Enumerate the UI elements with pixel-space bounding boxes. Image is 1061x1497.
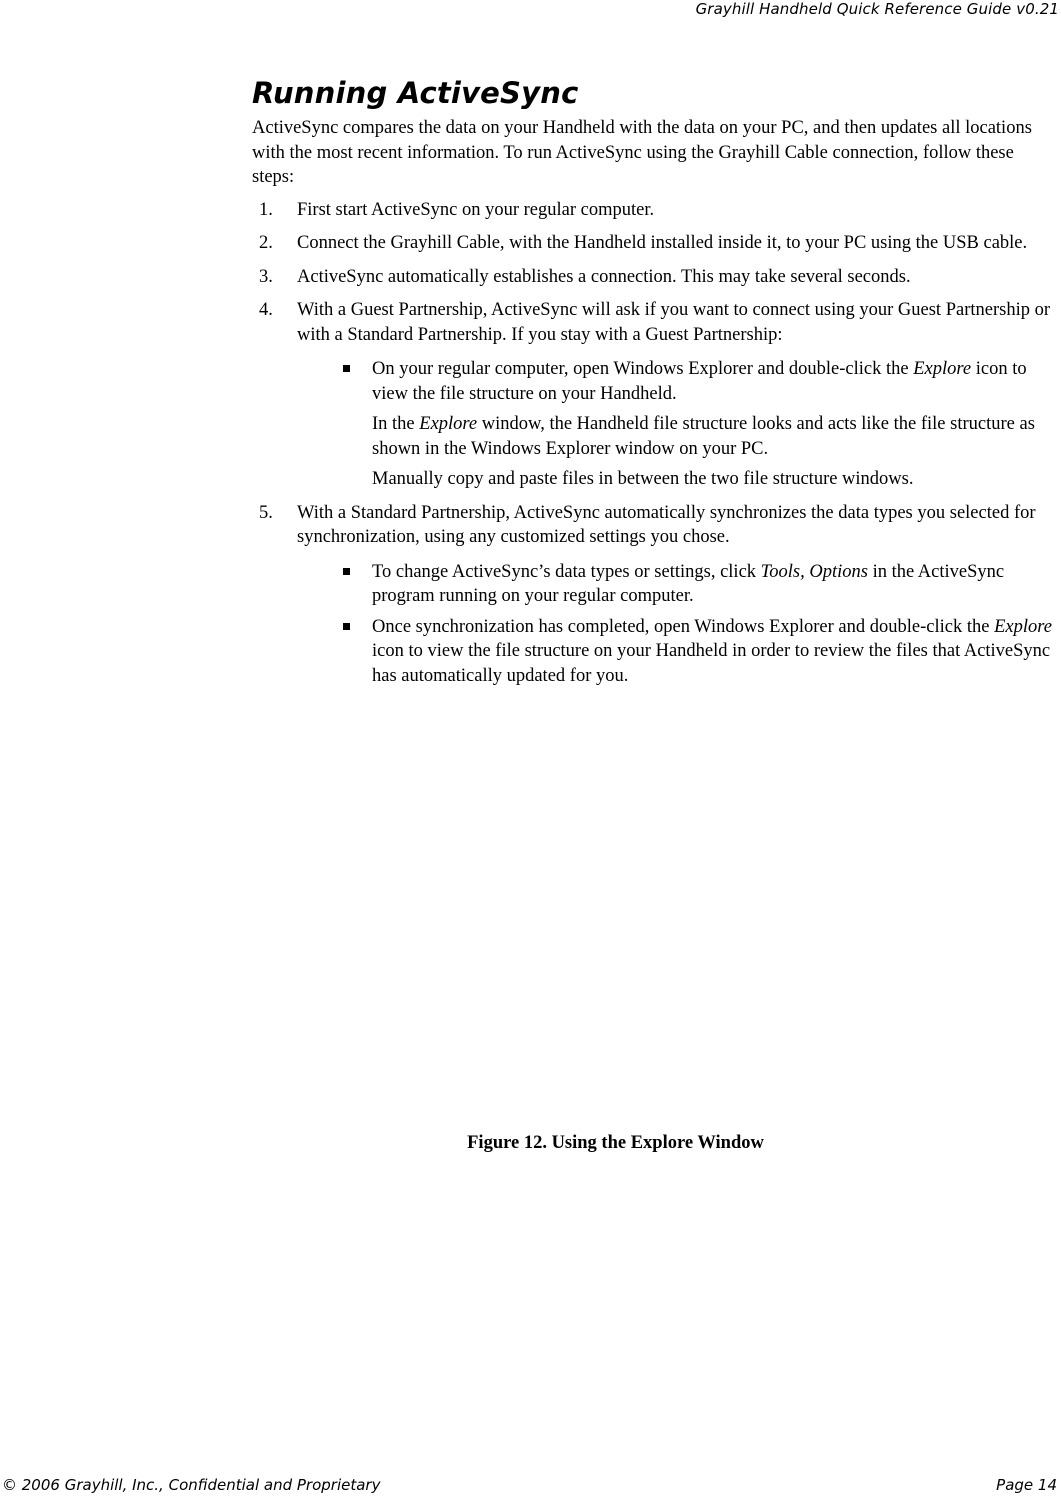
step-text: ActiveSync automatically establishes a connection. This may take several seconds. [297,266,911,287]
square-bullet-icon [343,623,350,630]
figure-caption: Figure 12. Using the Explore Window [467,1133,764,1153]
step-text: With a Guest Partnership, ActiveSync will ask if you want to connect using your Guest Partnership or with a Standard Partnership. If you stay with a Guest Partnership: [297,300,1050,345]
intro-paragraph: ActiveSync compares the data on your Handheld with the data on your PC, and then updates all locations with the most recent information. To run ActiveSync using the Grayhill Cable connection, follow these steps: [252,118,1032,187]
square-bullet-icon [343,365,350,372]
square-bullet-icon [343,568,350,575]
step-item [252,231,1058,256]
steps-list [252,198,1058,689]
step-4-bullets [297,357,1058,492]
bullet-item [297,560,1058,609]
step-number: 4. [259,300,273,320]
figure-image-area [252,735,1058,1125]
page-content [252,76,1058,697]
sub-paragraph: In the Explore window, the Handheld file structure looks and acts like the file structure as shown in the Windows Explorer window on your PC. [372,414,1035,459]
step-item [252,501,1058,689]
bullet-text: To change ActiveSync’s data types or settings, click Tools, Options in the ActiveSync program running on your regular computer. [372,561,1005,606]
step-text: Connect the Grayhill Cable, with the Handheld installed inside it, to your PC using the USB cable. [297,233,1028,253]
section-title: Running ActiveSync [252,76,579,110]
bullet-item [297,615,1058,689]
step-number: 2. [259,233,273,253]
bullet-text: Once synchronization has completed, open Windows Explorer and double-click the Explore icon to view the file structure on your Handheld in order to review the files that ActiveSync has automatically updated for you. [372,616,1052,686]
step-item [252,198,1058,223]
step-item [252,298,1058,492]
step-number: 3. [259,266,273,287]
step-number: 1. [259,199,273,220]
footer-page-number: Page 14 [996,1476,1057,1494]
sub-paragraph: Manually copy and paste files in between the two file structure windows. [372,469,914,489]
step-text: First start ActiveSync on your regular computer. [297,199,655,220]
bullet-text: On your regular computer, open Windows Explorer and double-click the Explore icon to view the file structure on your Handheld. [372,359,1027,404]
step-item [252,265,1058,290]
step-text: With a Standard Partnership, ActiveSync automatically synchronizes the data types you selected for synchronization, using any customized settings you chose. [297,502,1036,547]
step-number: 5. [259,502,273,523]
running-header: Grayhill Handheld Quick Reference Guide v0.21 [695,0,1059,18]
step-5-bullets [297,560,1058,689]
bullet-item [297,357,1058,492]
footer-copyright: © 2006 Grayhill, Inc., Confidential and Proprietary [2,1476,381,1494]
